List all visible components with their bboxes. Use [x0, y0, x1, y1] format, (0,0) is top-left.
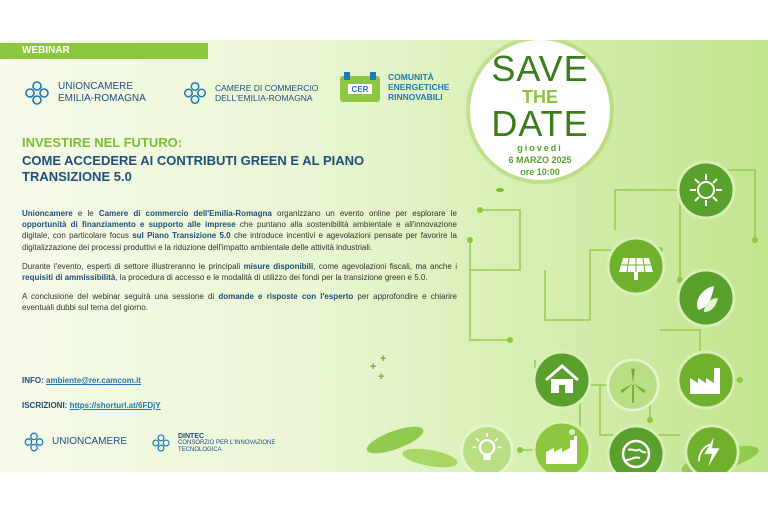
dintec-icon [150, 432, 172, 454]
info-label: INFO: [22, 376, 44, 385]
unioncamere-er-logo [22, 78, 146, 108]
factory-icon [676, 350, 736, 410]
wind-turbine-icon [606, 358, 660, 412]
webinar-tag: WEBINAR [0, 43, 208, 59]
svg-text:+: + [380, 353, 387, 365]
paragraph-2: Durante l'evento, esperti di settore illustreranno le principali misure disponibili, come agevolazioni fiscali, ma anche i requisiti di ammissibilità, la procedura di accesso e le modalità di utilizzo dei fondi per la transizione green e 5.0. [22, 261, 458, 283]
cer-badge: CER [351, 85, 369, 94]
unioncamere-icon [22, 430, 46, 454]
event-title-line2: COME ACCEDERE AI CONTRIBUTI GREEN E AL PIANO TRANSIZIONE 5.0 [22, 153, 365, 184]
logo-line: CAMERE DI COMMERCIO [215, 83, 319, 93]
logo-line: COMUNITÀ [388, 72, 434, 82]
lightning-leaf-icon [684, 424, 740, 472]
info-email-link[interactable]: ambiente@rer.camcom.it [46, 376, 141, 385]
unioncamere-icon [22, 78, 52, 108]
paragraph-3: A conclusione del webinar seguirà una sessione di domande e risposte con l'esperto per approfondire e chiarire eventuali dubbi sul tema del giorno. [22, 292, 457, 313]
cer-logo [338, 70, 449, 104]
logo-line: DELL'EMILIA-ROMAGNA [215, 93, 313, 103]
logo-line: EMILIA-ROMAGNA [58, 93, 146, 104]
date-text: DATE [491, 103, 589, 144]
logo-line: RINNOVABILI [388, 92, 443, 102]
webinar-banner [0, 40, 768, 472]
event-time: ore 10:00 [520, 167, 560, 177]
logo-line: UNIONCAMERE [58, 81, 134, 92]
recycle-globe-icon [606, 424, 666, 472]
lightbulb-icon [460, 424, 514, 472]
leaves-icon [676, 268, 736, 328]
event-date: 6 MARZO 2025 [508, 155, 572, 165]
solar-panel-icon [606, 236, 666, 296]
camere-commercio-logo [181, 79, 318, 107]
svg-text:+: + [378, 371, 385, 383]
cer-house-icon [338, 70, 382, 104]
svg-text:+: + [370, 361, 377, 373]
registration-label: ISCRIZIONI: [22, 401, 68, 410]
dintec-logo [150, 432, 275, 454]
house-icon [532, 350, 592, 410]
logo-line: DINTEC [178, 432, 205, 440]
event-title-line1: INVESTIRE NEL FUTURO: [22, 135, 183, 150]
event-weekday: giovedì [517, 143, 563, 153]
event-description [22, 208, 457, 322]
save-text: SAVE [491, 48, 589, 89]
logo-line: CONSORZIO PER L'INNOVAZIONE [178, 439, 276, 446]
info-contact [22, 376, 141, 385]
registration-link[interactable]: https://shorturl.at/6FDjY [69, 401, 161, 410]
registration-contact [22, 401, 161, 410]
logo-line: TECNOLOGICA [178, 446, 222, 453]
unioncamere-footer-logo [22, 430, 127, 454]
logo-line: UNIONCAMERE [52, 436, 128, 447]
sun-icon [676, 160, 736, 220]
paragraph-1: Unioncamere e le Camere di commercio dell'Emilia-Romagna organizzano un evento online per esplorare le opportunità di finanziamento e supporto alle imprese che puntano alla sostenibilità ambientale e all'innovazione digitale, con particolare focus sul Piano Transizione 5.0 che introduce incentivi e agevolazioni pensate per favorire la digitalizzazione dei processi produttivi e la riduzione dell'impatto ambientale delle attività industriali. [22, 209, 458, 252]
the-text: THE [522, 87, 558, 107]
event-date-details [470, 142, 610, 178]
power-plant-icon [532, 420, 592, 472]
logo-line: ENERGETICHE [388, 82, 450, 92]
unioncamere-icon [181, 79, 209, 107]
